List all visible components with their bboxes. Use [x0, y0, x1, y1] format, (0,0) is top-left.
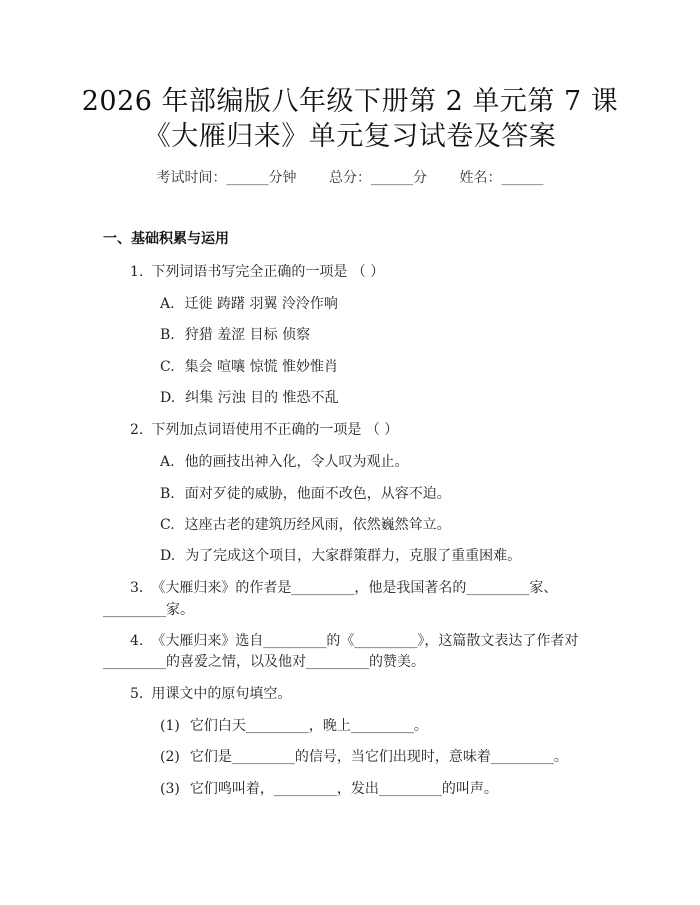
option-letter: C.	[160, 517, 175, 533]
page-title-line-1: 2026 年部编版八年级下册第 2 单元第 7 课	[81, 86, 619, 117]
question-2	[130, 420, 398, 440]
option-text: 为了完成这个项目，大家群策群力，克服了重重困难。	[185, 548, 522, 564]
item-text: 它们白天_________，晚上_________。	[189, 718, 428, 734]
question-number: 5.	[130, 686, 144, 702]
item-text: 它们鸣叫着，_________，发出_________的叫声。	[189, 781, 498, 797]
exam-info	[0, 168, 700, 188]
total-score-field: 总分：______分	[329, 170, 427, 186]
option-text: 纠集 污浊 目的 惟恐不乱	[185, 390, 339, 406]
option-text: 这座古老的建筑历经风雨，依然巍然耸立。	[184, 517, 451, 533]
section-title: 一、基础积累与运用	[103, 231, 229, 247]
question-5	[130, 684, 291, 704]
question-2-option-b	[160, 484, 451, 504]
question-number: 1.	[130, 264, 144, 280]
question-5-item-1	[160, 716, 428, 736]
question-number: 3.	[130, 580, 144, 596]
exam-time-field: 考试时间：______分钟	[156, 170, 297, 186]
question-3-continuation: _________家。	[103, 602, 194, 618]
question-2-option-d	[160, 546, 521, 566]
question-text: 下列加点词语使用不正确的一项是 （ ）	[151, 422, 399, 438]
question-number: 2.	[130, 422, 144, 438]
option-text: 他的画技出神入化，令人叹为观止。	[184, 454, 409, 470]
option-letter: B.	[160, 327, 175, 343]
item-number: (2)	[160, 749, 180, 765]
question-text: 下列词语书写完全正确的一项是 （ ）	[151, 264, 385, 280]
option-letter: A.	[160, 296, 175, 312]
question-3	[130, 578, 557, 598]
page-title-line-2: 《大雁归来》单元复习试卷及答案	[143, 121, 557, 152]
question-1-option-a	[160, 294, 338, 314]
item-number: (1)	[160, 718, 180, 734]
option-text: 迁徙 踌躇 羽翼 泠泠作响	[184, 296, 338, 312]
question-5-item-3	[160, 779, 498, 799]
question-5-item-2	[160, 747, 568, 767]
question-2-option-c	[160, 515, 451, 535]
question-1-option-d	[160, 388, 339, 408]
question-text: 《大雁归来》选自_________的《_________》，这篇散文表达了作者对	[151, 633, 579, 649]
option-letter: D.	[160, 548, 176, 564]
question-text: 《大雁归来》的作者是_________，他是我国著名的_________家、	[151, 580, 558, 596]
question-2-option-a	[160, 452, 409, 472]
item-text: 它们是_________的信号，当它们出现时，意味着_________。	[189, 749, 568, 765]
option-text: 面对歹徒的威胁，他面不改色，从容不迫。	[184, 486, 451, 502]
option-letter: D.	[160, 390, 176, 406]
option-letter: C.	[160, 359, 175, 375]
item-number: (3)	[160, 781, 180, 797]
question-4-continuation: _________的喜爱之情，以及他对_________的赞美。	[103, 654, 425, 670]
question-4	[130, 631, 578, 651]
student-name-field: 姓名：______	[459, 170, 544, 186]
option-letter: B.	[160, 486, 175, 502]
option-text: 集会 喧嚷 惊慌 惟妙惟肖	[184, 359, 339, 375]
question-1-option-b	[160, 325, 310, 345]
question-1-option-c	[160, 357, 338, 377]
question-number: 4.	[130, 633, 144, 649]
option-letter: A.	[160, 454, 175, 470]
question-1	[130, 262, 384, 282]
option-text: 狩猎 羞涩 目标 侦察	[184, 327, 311, 343]
question-text: 用课文中的原句填空。	[151, 686, 292, 702]
